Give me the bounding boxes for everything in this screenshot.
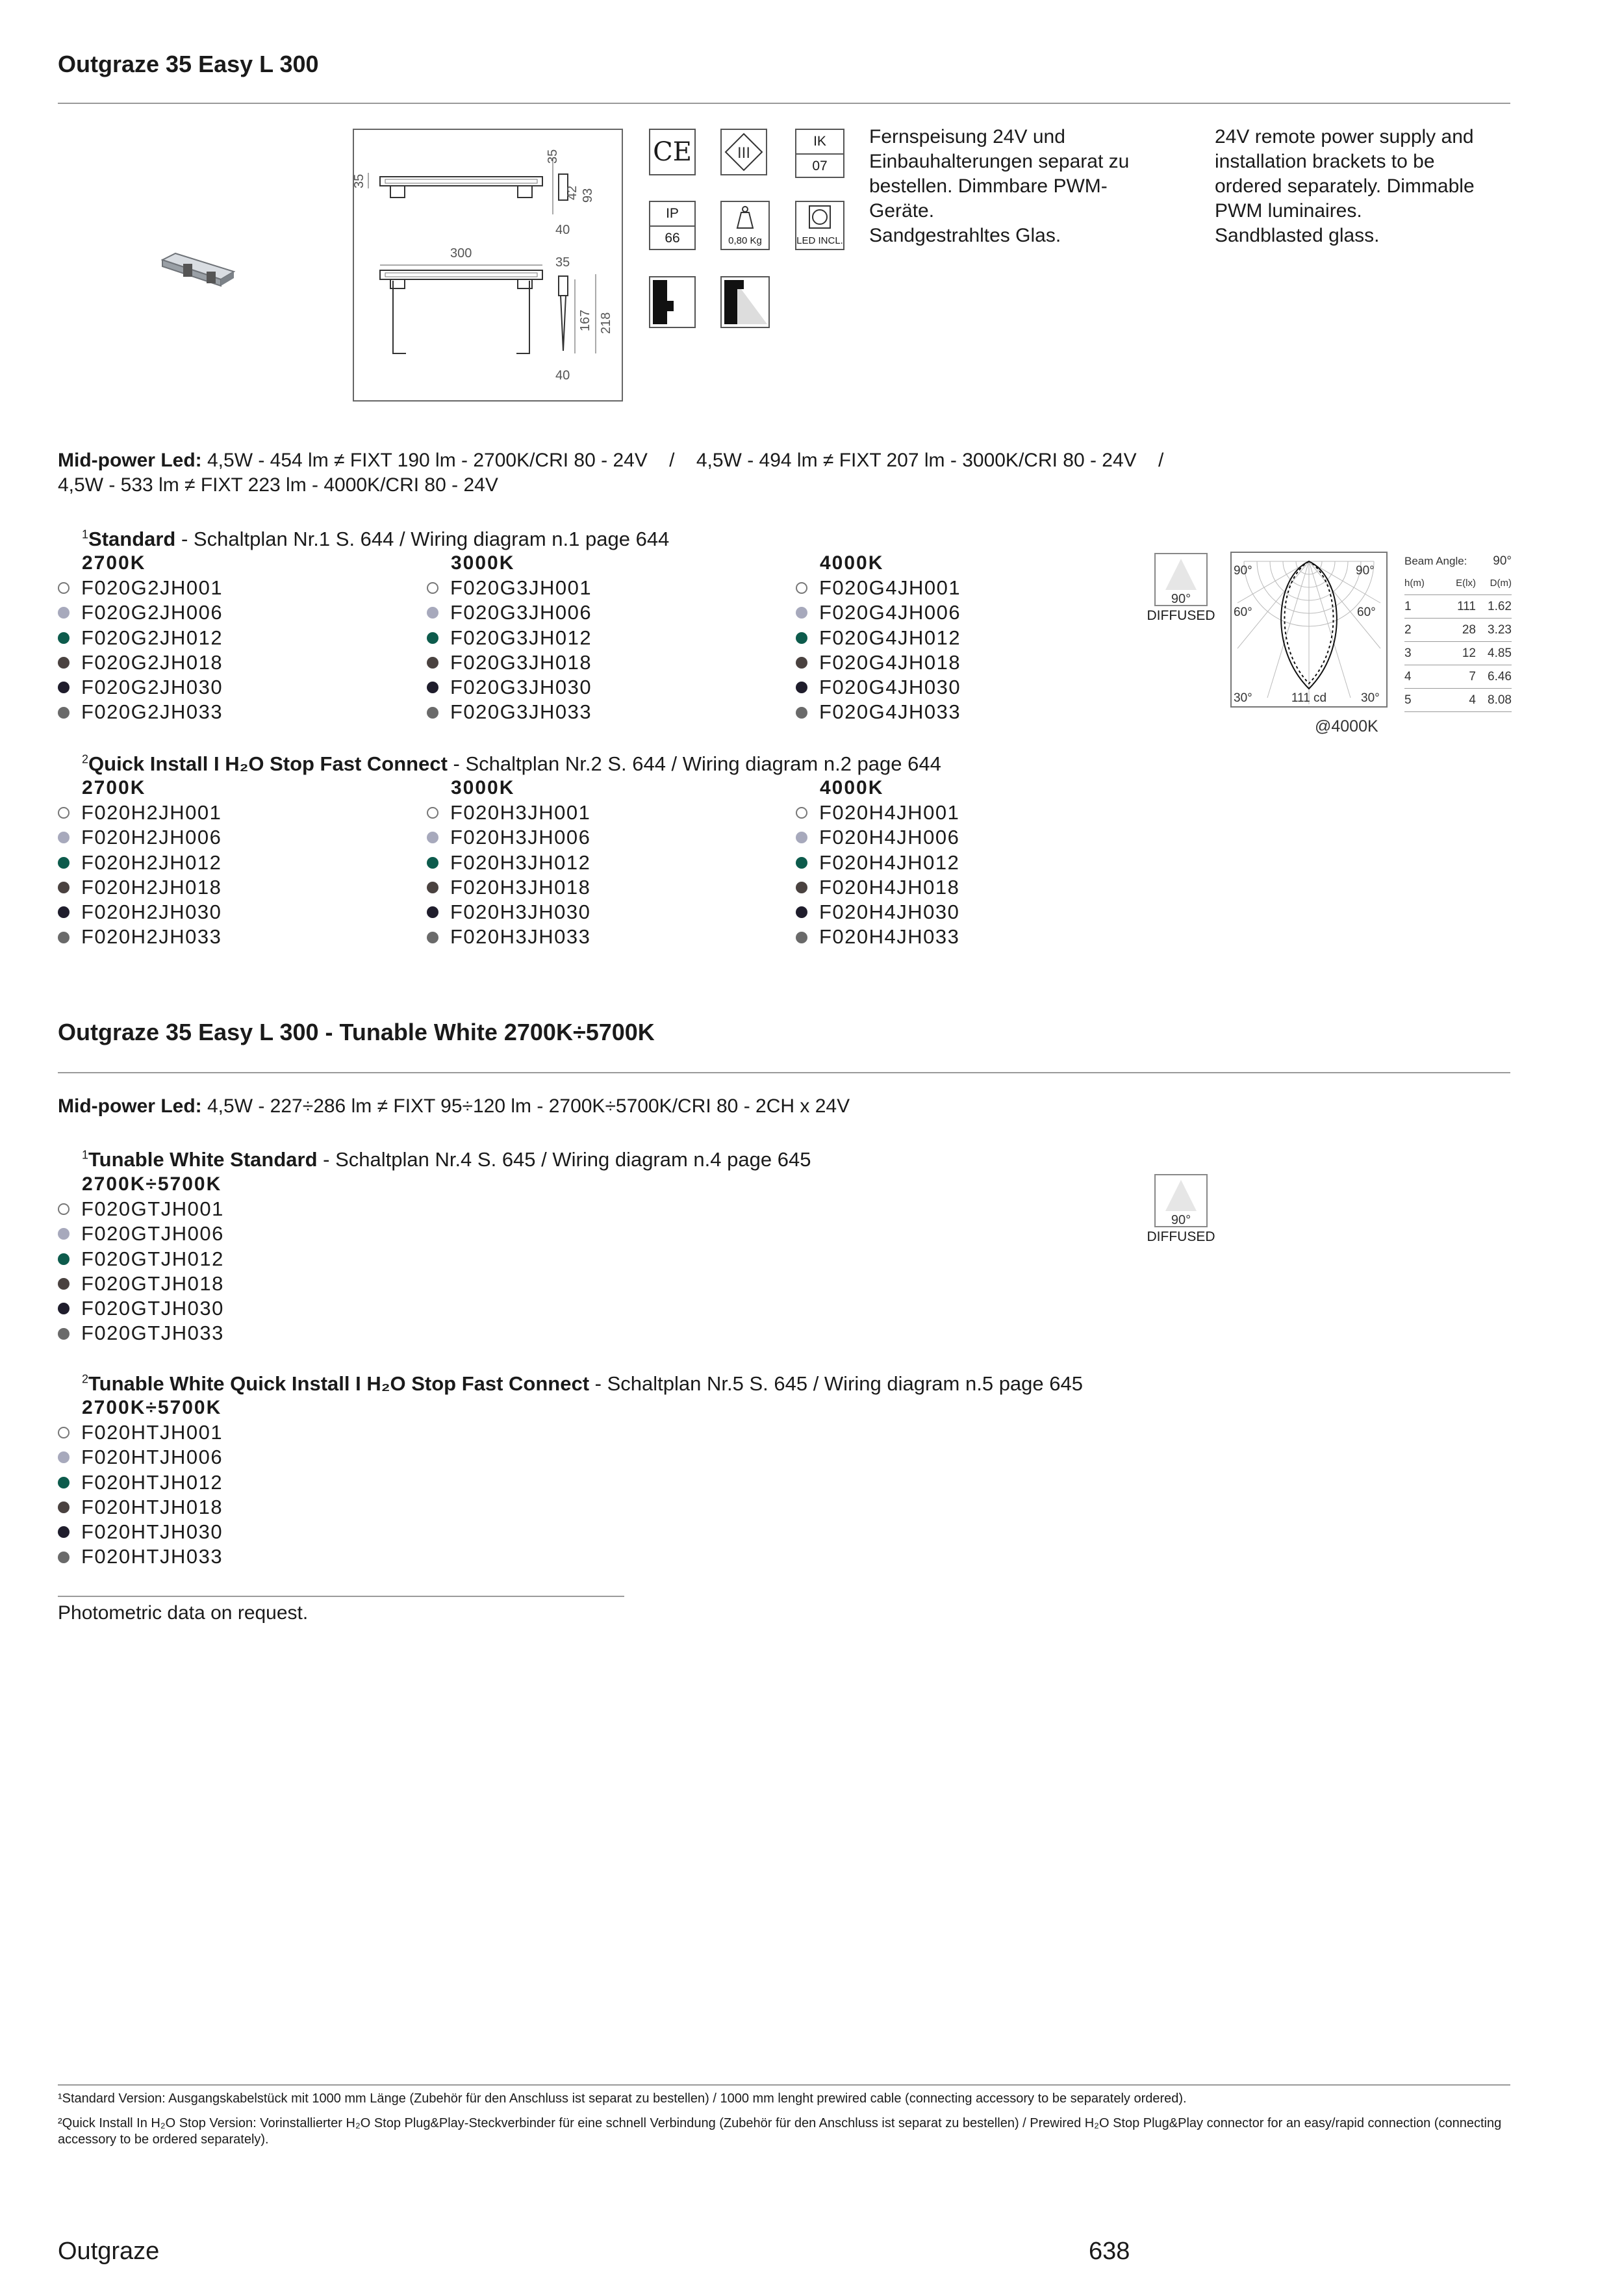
product-code-row: [58, 1247, 422, 1271]
product-code: F020H3JH012: [450, 850, 591, 874]
beam-table-cell: h(m): [1404, 578, 1425, 589]
product-code-row: [796, 825, 1160, 850]
beam-table-cell: 4.85: [1488, 646, 1512, 660]
weight-value: 0,80 Kg: [728, 235, 762, 246]
color-swatch-icon: [796, 832, 807, 843]
led-spec-label: Mid-power Led:: [58, 1095, 202, 1117]
beam-table-cell: 1.62: [1488, 599, 1512, 613]
beam-table-cell: 111: [1457, 599, 1476, 613]
product-code-row: [58, 1271, 422, 1296]
color-swatch-icon: [427, 657, 438, 669]
led-included-icon: [795, 201, 844, 250]
product-code: F020H4JH033: [819, 925, 960, 949]
product-code: F020H4JH006: [819, 826, 960, 849]
polar-angle-label: 90°: [1356, 564, 1375, 578]
dim-label: 93: [581, 188, 595, 203]
led-spec: [58, 1094, 850, 1119]
color-swatch-icon: [58, 1451, 70, 1463]
color-swatch-icon: [58, 857, 70, 869]
beam-table-cell: 3: [1404, 646, 1412, 660]
product-code: F020H4JH012: [819, 850, 960, 874]
beam-table-cell: 3.23: [1488, 622, 1512, 637]
beam-angle-icon: [1154, 552, 1208, 607]
class-iii-text: III: [737, 144, 751, 162]
product-code: F020H2JH001: [81, 801, 222, 824]
product-code: F020H2JH006: [81, 826, 222, 849]
column-header: 2700K÷5700K: [82, 1173, 222, 1195]
section-heading: [82, 528, 669, 551]
beam-table-cell: 8.08: [1488, 693, 1512, 707]
beam-table-cell: 4: [1469, 693, 1476, 707]
class-iii-icon: [720, 129, 767, 175]
product-code: F020HTJH033: [81, 1545, 223, 1568]
footer-series: Outgraze: [58, 2238, 160, 2265]
product-code: F020GTJH030: [81, 1297, 224, 1320]
color-swatch-icon: [58, 682, 70, 693]
beam-table-angle: 90°: [1493, 554, 1512, 568]
beam-angle-value: 90°: [1171, 1213, 1191, 1227]
beam-table-row: [1404, 689, 1512, 712]
mounting-icon-wall: [649, 276, 696, 328]
product-code: F020H4JH001: [819, 801, 960, 824]
product-code-row: [58, 1495, 422, 1520]
color-swatch-icon: [427, 857, 438, 869]
product-code: F020H3JH006: [450, 826, 591, 849]
product-code: F020G2JH006: [81, 601, 223, 624]
description-line: Sandblasted glass.: [1215, 225, 1380, 246]
column-header: 2700K: [82, 777, 146, 798]
led-spec: [58, 448, 1513, 498]
polar-angle-label: 60°: [1234, 606, 1252, 619]
code-column: [58, 1396, 422, 1570]
section-heading: [82, 1372, 1083, 1396]
product-code-row: [427, 675, 791, 700]
product-code-row: [58, 1470, 422, 1495]
product-code: F020H4JH030: [819, 901, 960, 924]
color-swatch-icon: [796, 882, 807, 893]
led-spec-line: 4,5W - 454 lm ≠ FIXT 190 lm - 2700K/CRI 80 - 24V / 4,5W - 494 lm ≠ FIXT 207 lm - 3000K/CRI 80 - 24V /: [201, 450, 1164, 471]
color-swatch-icon: [796, 632, 807, 644]
product-code: F020G2JH012: [81, 626, 223, 649]
description-line: 24V remote power supply and: [1215, 126, 1474, 147]
product-code-row: [796, 576, 1160, 600]
column-header: 2700K÷5700K: [82, 1397, 222, 1418]
code-column: [58, 1172, 422, 1346]
product-code: F020G3JH001: [450, 576, 592, 599]
dim-label: 35: [555, 255, 570, 270]
color-swatch-icon: [796, 657, 807, 669]
beam-table-row: [1404, 595, 1512, 619]
mounting-icon-light: [720, 276, 770, 328]
photometric-note: Photometric data on request.: [58, 1602, 309, 1624]
section-detail: - Schaltplan Nr.1 S. 644 / Wiring diagram n.1 page 644: [175, 528, 670, 550]
section-name: Quick Install I H₂O Stop Fast Connect: [88, 752, 448, 775]
beam-table-cell: 12: [1462, 646, 1476, 660]
code-column: [427, 776, 791, 950]
column-header: 2700K: [82, 552, 146, 574]
beam-type-label: DIFFUSED: [1147, 1229, 1215, 1244]
color-swatch-icon: [796, 707, 807, 719]
beam-table-cell: 1: [1404, 599, 1412, 613]
color-swatch-icon: [58, 1526, 70, 1538]
beam-table: [1404, 551, 1512, 712]
led-spec-label: Mid-power Led:: [58, 450, 202, 471]
polar-intensity-label: 111 cd: [1291, 691, 1327, 705]
color-swatch-icon: [58, 1477, 70, 1488]
product-code-row: [796, 650, 1160, 675]
product-code-row: [796, 875, 1160, 900]
beam-type-label: DIFFUSED: [1147, 608, 1215, 623]
color-swatch-icon: [796, 682, 807, 693]
code-column: [427, 551, 791, 725]
product-code: F020GTJH018: [81, 1271, 224, 1295]
description-line: ordered separately. Dimmable: [1215, 175, 1475, 197]
section-detail: - Schaltplan Nr.4 S. 645 / Wiring diagram n.4 page 645: [317, 1148, 811, 1171]
beam-table-cell: 6.46: [1488, 669, 1512, 683]
footnote-mark: 1: [82, 1148, 89, 1162]
color-swatch-icon: [796, 582, 807, 594]
product-code-row: [58, 1221, 422, 1246]
product-code-row: [58, 1321, 422, 1346]
beam-table-cell: 5: [1404, 693, 1412, 707]
product-code-row: [58, 576, 422, 600]
polar-angle-label: 30°: [1361, 691, 1380, 705]
ip-value: 66: [665, 231, 680, 246]
product-code: F020G2JH030: [81, 676, 223, 699]
product-title-tunable: Outgraze 35 Easy L 300 - Tunable White 2700K÷5700K: [58, 1019, 655, 1045]
color-swatch-icon: [427, 932, 438, 943]
dim-label: 35: [546, 149, 560, 164]
footnote-1: ¹Standard Version: Ausgangskabelstück mit 1000 mm Länge (Zubehör für den Anschluss ist separat zu bestellen) / 1000 mm lenght prewired cable (connecting accessory to be separately ordered).: [58, 2091, 1187, 2106]
dim-label: 40: [555, 368, 570, 383]
product-code-row: [427, 700, 791, 724]
product-code-row: [427, 875, 791, 900]
color-swatch-icon: [796, 932, 807, 943]
color-swatch-icon: [58, 1253, 70, 1265]
color-swatch-icon: [427, 682, 438, 693]
ik-rating-icon: [795, 129, 844, 178]
dim-label: 40: [555, 223, 570, 237]
product-code: F020H3JH033: [450, 925, 591, 949]
product-code-row: [427, 626, 791, 650]
footnote-mark: 1: [82, 528, 89, 541]
product-code: F020G4JH018: [819, 650, 961, 674]
beam-table-cell: 2: [1404, 622, 1412, 637]
footnote-2: ²Quick Install In H₂O Stop Version: Vorinstallierter H₂O Stop Plug&Play-Steckverbinder für eine schnell Verbindung (Zubehör für den Anschluss ist separat zu bestellen) / Prewired H₂O Stop Plug&Play connector for an easy/rapid connection (connecting accessory to be ordered separately).: [58, 2116, 1502, 2147]
beam-table-cell: 7: [1469, 669, 1476, 683]
ik-value: 07: [812, 159, 828, 173]
description-line: Sandgestrahltes Glas.: [869, 225, 1061, 246]
product-code-row: [796, 800, 1160, 825]
dim-label: 218: [599, 312, 613, 334]
product-code: F020H2JH018: [81, 875, 222, 899]
beam-table-cell: E(lx): [1456, 578, 1476, 589]
short-divider: [58, 1596, 624, 1597]
product-code-row: [58, 675, 422, 700]
product-code-row: [796, 675, 1160, 700]
product-code-row: [796, 600, 1160, 625]
product-code-row: [58, 825, 422, 850]
polar-diagram: [1230, 551, 1388, 711]
beam-table-cell: 4: [1404, 669, 1412, 683]
beam-table-cell: D(m): [1490, 578, 1512, 589]
polar-angle-label: 60°: [1357, 606, 1376, 619]
product-code: F020G3JH030: [450, 676, 592, 699]
beam-angle-value: 90°: [1171, 592, 1191, 606]
footnote-divider: [58, 2084, 1510, 2086]
product-code: F020GTJH012: [81, 1247, 224, 1270]
dim-label: 35: [352, 173, 366, 188]
color-swatch-icon: [58, 1303, 70, 1314]
product-code-row: [58, 1520, 422, 1544]
color-swatch-icon: [427, 632, 438, 644]
beam-table-cell: 28: [1462, 622, 1476, 637]
color-swatch-icon: [58, 1203, 70, 1215]
color-swatch-icon: [796, 906, 807, 918]
product-code-row: [427, 925, 791, 949]
color-swatch-icon: [796, 607, 807, 619]
color-swatch-icon: [58, 707, 70, 719]
color-swatch-icon: [427, 906, 438, 918]
beam-angle-indicator: [1148, 552, 1213, 610]
dim-label: 167: [578, 309, 592, 331]
product-code: F020H3JH018: [450, 875, 591, 899]
color-swatch-icon: [58, 1501, 70, 1513]
column-header: 4000K: [820, 777, 884, 798]
section-heading: [82, 1148, 811, 1171]
product-code-row: [427, 850, 791, 875]
product-code-row: [58, 1544, 422, 1569]
color-swatch-icon: [58, 882, 70, 893]
product-code-row: [58, 650, 422, 675]
ip-rating-icon: [649, 201, 696, 250]
product-code: F020G4JH030: [819, 676, 961, 699]
code-column: [58, 776, 422, 950]
product-code-row: [58, 1445, 422, 1470]
description-english: [1215, 125, 1527, 248]
product-code-row: [58, 875, 422, 900]
beam-table-header: [1404, 572, 1512, 595]
section-name: Standard: [88, 528, 176, 550]
description-line: Geräte.: [869, 200, 935, 222]
product-code: F020G4JH012: [819, 626, 961, 649]
product-code: F020HTJH006: [81, 1446, 223, 1469]
color-swatch-icon: [58, 1552, 70, 1563]
color-swatch-icon: [58, 1228, 70, 1240]
beam-table-row: [1404, 642, 1512, 665]
product-code: F020HTJH001: [81, 1421, 223, 1444]
product-code: F020G3JH033: [450, 700, 592, 724]
column-header: 4000K: [820, 552, 884, 574]
column-header: 3000K: [451, 552, 515, 574]
product-code: F020G4JH001: [819, 576, 961, 599]
section-detail: - Schaltplan Nr.5 S. 645 / Wiring diagram n.5 page 645: [589, 1372, 1083, 1395]
product-code: F020HTJH012: [81, 1470, 223, 1494]
technical-drawing: [353, 129, 623, 402]
product-code-row: [58, 1420, 422, 1445]
product-code: F020G3JH006: [450, 601, 592, 624]
code-column: [796, 776, 1160, 950]
page-number: 638: [1089, 2238, 1130, 2265]
beam-table-label: Beam Angle:: [1404, 555, 1467, 567]
product-code: F020G4JH033: [819, 700, 961, 724]
product-code-row: [58, 1296, 422, 1321]
dim-label: 300: [450, 246, 472, 261]
product-code: F020H3JH001: [450, 801, 591, 824]
section-name: Tunable White Standard: [88, 1148, 318, 1171]
description-line: installation brackets to be: [1215, 151, 1435, 172]
product-code: F020H2JH033: [81, 925, 222, 949]
code-column: [58, 551, 422, 725]
color-swatch-icon: [58, 906, 70, 918]
weight-icon: [720, 201, 770, 250]
title-divider: [58, 103, 1510, 104]
color-swatch-icon: [58, 582, 70, 594]
color-swatch-icon: [427, 832, 438, 843]
section-heading: [82, 752, 941, 776]
color-swatch-icon: [58, 932, 70, 943]
footnote-mark: 2: [82, 1372, 89, 1386]
section-detail: - Schaltplan Nr.2 S. 644 / Wiring diagram n.2 page 644: [447, 752, 941, 775]
product-code: F020HTJH018: [81, 1495, 223, 1518]
product-code: F020H2JH030: [81, 901, 222, 924]
led-included-label: LED INCL.: [796, 235, 843, 246]
product-code: F020G2JH001: [81, 576, 223, 599]
led-spec-line: 4,5W - 227÷286 lm ≠ FIXT 95÷120 lm - 2700K÷5700K/CRI 80 - 2CH x 24V: [201, 1095, 850, 1117]
product-code: F020GTJH033: [81, 1322, 224, 1345]
color-swatch-icon: [58, 807, 70, 819]
color-swatch-icon: [427, 707, 438, 719]
product-code: F020H3JH030: [450, 901, 591, 924]
polar-angle-label: 30°: [1234, 691, 1252, 705]
beam-angle-icon: [1154, 1173, 1208, 1228]
dim-label: 42: [565, 185, 579, 200]
description-line: bestellen. Dimmbare PWM-: [869, 175, 1108, 197]
product-code: F020H4JH018: [819, 875, 960, 899]
product-code-row: [58, 700, 422, 724]
description-line: PWM luminaires.: [1215, 200, 1362, 222]
description-line: Fernspeisung 24V und: [869, 126, 1065, 147]
color-swatch-icon: [58, 1427, 70, 1438]
color-swatch-icon: [427, 807, 438, 819]
description-german: [869, 125, 1181, 248]
column-header: 3000K: [451, 777, 515, 798]
title-divider: [58, 1072, 1510, 1073]
product-code-row: [58, 600, 422, 625]
color-swatch-icon: [796, 807, 807, 819]
ik-label: IK: [796, 130, 843, 155]
product-code-row: [58, 1197, 422, 1221]
color-swatch-icon: [427, 582, 438, 594]
description-line: Einbauhalterungen separat zu: [869, 151, 1130, 172]
product-code-row: [58, 900, 422, 925]
led-spec-line: 4,5W - 533 lm ≠ FIXT 223 lm - 4000K/CRI 80 - 24V: [58, 474, 498, 496]
product-code: F020G2JH018: [81, 650, 223, 674]
color-swatch-icon: [58, 657, 70, 669]
color-swatch-icon: [58, 832, 70, 843]
polar-angle-label: 90°: [1234, 564, 1252, 578]
ce-mark-text: CE: [653, 137, 692, 167]
product-code-row: [427, 800, 791, 825]
product-code-row: [796, 925, 1160, 949]
product-code: F020G4JH006: [819, 601, 961, 624]
ce-mark-icon: [649, 129, 696, 175]
section-name: Tunable White Quick Install I H₂O Stop Fast Connect: [88, 1372, 590, 1395]
product-code: F020H2JH012: [81, 850, 222, 874]
product-image: [156, 252, 240, 291]
product-code-row: [796, 900, 1160, 925]
product-code: F020G2JH033: [81, 700, 223, 724]
product-code-row: [58, 850, 422, 875]
product-code-row: [58, 626, 422, 650]
color-swatch-icon: [58, 1278, 70, 1290]
product-code: F020GTJH001: [81, 1197, 224, 1220]
beam-angle-indicator: [1148, 1173, 1213, 1231]
color-swatch-icon: [58, 632, 70, 644]
product-code-row: [427, 900, 791, 925]
product-code: F020HTJH030: [81, 1520, 223, 1544]
footnote-mark: 2: [82, 752, 89, 766]
product-code-row: [796, 626, 1160, 650]
product-code-row: [427, 600, 791, 625]
polar-temperature: @4000K: [1315, 717, 1378, 735]
product-code-row: [58, 800, 422, 825]
product-title: Outgraze 35 Easy L 300: [58, 51, 319, 77]
product-code-row: [58, 925, 422, 949]
product-code: F020G3JH012: [450, 626, 592, 649]
product-code-row: [427, 576, 791, 600]
product-code: F020GTJH006: [81, 1222, 224, 1246]
color-swatch-icon: [58, 1328, 70, 1340]
product-code-row: [796, 700, 1160, 724]
code-column: [796, 551, 1160, 725]
color-swatch-icon: [796, 857, 807, 869]
ip-label: IP: [650, 202, 694, 227]
color-swatch-icon: [427, 882, 438, 893]
product-code: F020G3JH018: [450, 650, 592, 674]
beam-table-row: [1404, 665, 1512, 689]
product-code-row: [796, 850, 1160, 875]
color-swatch-icon: [427, 607, 438, 619]
color-swatch-icon: [58, 607, 70, 619]
product-code-row: [427, 825, 791, 850]
product-code-row: [427, 650, 791, 675]
beam-table-row: [1404, 619, 1512, 642]
